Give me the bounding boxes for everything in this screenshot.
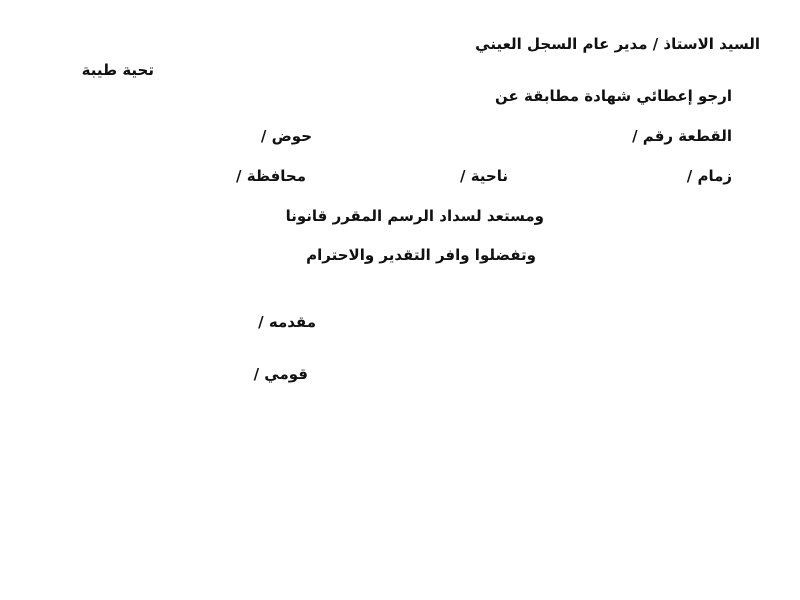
national-id-label: قومي / — [253, 365, 308, 383]
applicant-label: مقدمه / — [258, 313, 316, 331]
closing-line: وتفضلوا وافر التقدير والاحترام — [306, 246, 536, 264]
greeting-line: تحية طيبة — [81, 61, 154, 79]
zimam-label: زمام / — [686, 167, 732, 185]
parcel-number-label: القطعة رقم / — [632, 127, 732, 145]
fee-readiness-line: ومستعد لسداد الرسم المقرر قانونا — [285, 207, 544, 225]
basin-label: حوض / — [260, 127, 312, 145]
district-label: ناحية / — [460, 167, 508, 185]
request-line: ارجو إعطائي شهادة مطابقة عن — [495, 87, 732, 105]
addressee-line: السيد الاستاذ / مدير عام السجل العيني — [475, 35, 760, 53]
governorate-label: محافظة / — [236, 167, 306, 185]
